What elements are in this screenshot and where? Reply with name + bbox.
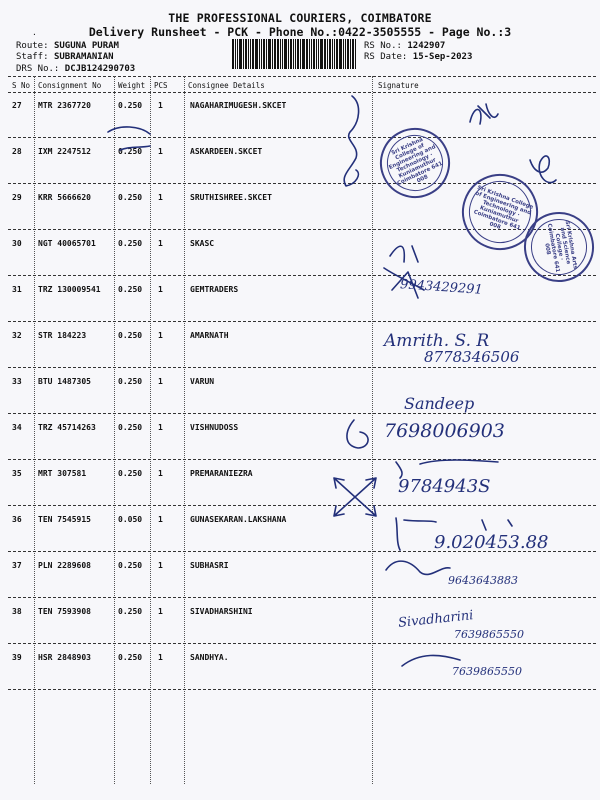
cell-consignee: SANDHYA. — [190, 653, 229, 662]
cell-consignment: BTU 1487305 — [38, 377, 91, 386]
col-sno: S No — [12, 81, 31, 90]
cell-consignee: PREMARANIEZRA — [190, 469, 253, 478]
rs-date-value: 15-Sep-2023 — [412, 52, 473, 62]
cell-weight: 0.250 — [118, 653, 143, 662]
college-stamp: Sri Krishna College of Engineering and Technology · Kuniamuthur Coimbatore 641 008 — [451, 163, 548, 260]
scan-speck: · — [32, 30, 37, 39]
barcode-bar — [295, 39, 296, 69]
barcode-bar — [252, 39, 254, 69]
runsheet-subtitle: Delivery Runsheet - PCK - Phone No.:0422-3505555 - Page No.:3 — [88, 25, 512, 39]
row-separator — [8, 689, 596, 690]
cell-pcs: 1 — [158, 469, 163, 478]
barcode-bar — [343, 39, 344, 69]
cell-consignment: TRZ 45714263 — [38, 423, 96, 432]
cell-sno: 31 — [12, 285, 22, 294]
cell-sno: 27 — [12, 101, 22, 110]
cell-pcs: 1 — [158, 653, 163, 662]
barcode-bar — [293, 39, 294, 69]
barcode-bar — [355, 39, 356, 69]
cell-consignment: IXM 2247512 — [38, 147, 91, 156]
barcode-bar — [297, 39, 299, 69]
barcode-bar — [329, 39, 331, 69]
cell-weight: 0.250 — [118, 377, 143, 386]
rs-date-line — [364, 52, 472, 62]
handwritten-phone: 7639865550 — [452, 665, 522, 678]
cell-consignee: NAGAHARIMUGESH.SKCET — [190, 101, 287, 110]
barcode-bar — [347, 39, 349, 69]
barcode-bar — [261, 39, 262, 69]
cell-weight: 0.250 — [118, 423, 143, 432]
drs-label: DRS No.: — [16, 64, 60, 74]
cell-sno: 35 — [12, 469, 22, 478]
barcode-bar — [350, 39, 351, 69]
cell-consignment: TRZ 130009541 — [38, 285, 101, 294]
handwritten-name: Sivadharini — [397, 608, 475, 631]
handwritten-phone: 9943429291 — [399, 277, 484, 298]
barcode-bar — [263, 39, 265, 69]
barcode-bar — [266, 39, 267, 69]
barcode-bar — [316, 39, 317, 69]
barcode-bar — [306, 39, 308, 69]
route-label: Route: — [16, 41, 49, 51]
cell-pcs: 1 — [158, 607, 163, 616]
drs-line — [16, 64, 135, 74]
cell-pcs: 1 — [158, 515, 163, 524]
table-row — [8, 92, 596, 138]
barcode-bar — [272, 39, 273, 69]
table-row — [8, 414, 596, 460]
barcode-bar — [288, 39, 289, 69]
table-row — [8, 276, 596, 322]
cell-sno: 28 — [12, 147, 22, 156]
staff-label: Staff: — [16, 52, 49, 62]
cell-weight: 0.250 — [118, 239, 143, 248]
cell-pcs: 1 — [158, 193, 163, 202]
barcode-bar — [280, 39, 281, 69]
table-row — [8, 368, 596, 414]
barcode-bar — [290, 39, 292, 69]
cell-pcs: 1 — [158, 423, 163, 432]
cell-sno: 36 — [12, 515, 22, 524]
barcode-bar — [313, 39, 315, 69]
rs-no-line — [364, 41, 445, 51]
barcode-bar — [243, 39, 244, 69]
barcode-bar — [284, 39, 287, 69]
cell-pcs: 1 — [158, 331, 163, 340]
barcode-bar — [274, 39, 276, 69]
barcode-bar — [309, 39, 310, 69]
barcode-bar — [245, 39, 247, 69]
barcode — [232, 39, 360, 69]
cell-consignment: MTR 2367720 — [38, 101, 91, 110]
col-consignee: Consignee Details — [188, 81, 265, 90]
route-line — [16, 41, 119, 51]
barcode-bar — [352, 39, 354, 69]
barcode-bar — [232, 39, 234, 69]
barcode-bar — [277, 39, 279, 69]
cell-pcs: 1 — [158, 147, 163, 156]
barcode-bar — [237, 39, 238, 69]
cell-weight: 0.250 — [118, 561, 143, 570]
col-consignment: Consignment No — [38, 81, 102, 90]
cell-consignee: SUBHASRI — [190, 561, 229, 570]
rs-date-label: RS Date: — [364, 52, 408, 62]
staff-value: SUBRAMANIAN — [53, 52, 114, 62]
col-pcs: PCS — [154, 81, 168, 90]
barcode-bar — [268, 39, 271, 69]
barcode-bar — [311, 39, 312, 69]
cell-weight: 0.250 — [118, 607, 143, 616]
cell-weight: 0.250 — [118, 193, 143, 202]
cell-consignment: TEN 7593908 — [38, 607, 91, 616]
barcode-bar — [250, 39, 251, 69]
cell-consignee: GEMTRADERS — [190, 285, 239, 294]
cell-sno: 39 — [12, 653, 22, 662]
cell-weight: 0.250 — [118, 331, 143, 340]
cell-pcs: 1 — [158, 101, 163, 110]
cell-consignee: ASKARDEEN.SKCET — [190, 147, 263, 156]
cell-sno: 30 — [12, 239, 22, 248]
cell-consignment: MRT 307581 — [38, 469, 87, 478]
route-value: SUGUNA PURAM — [53, 41, 119, 51]
barcode-bar — [255, 39, 258, 69]
cell-consignment: PLN 2289608 — [38, 561, 91, 570]
col-weight: Weight — [118, 81, 146, 90]
handwritten-name: Sandeep — [404, 394, 475, 413]
barcode-bar — [332, 39, 333, 69]
barcode-bar — [239, 39, 242, 69]
cell-consignment: TEN 7545915 — [38, 515, 91, 524]
staff-line — [16, 52, 114, 62]
cell-consignment: STR 184223 — [38, 331, 87, 340]
barcode-bar — [235, 39, 236, 69]
table-row — [8, 460, 596, 506]
handwritten-name: Amrith. S. R — [384, 331, 490, 351]
cell-sno: 37 — [12, 561, 22, 570]
handwritten-phone: 9643643883 — [448, 574, 518, 587]
header-top-rule — [8, 76, 596, 77]
cell-consignment: HSR 2848903 — [38, 653, 91, 662]
college-stamp: Sri Krishna Arts and Science College · Coimbatore 641 008 — [518, 206, 599, 287]
cell-weight: 0.050 — [118, 515, 143, 524]
barcode-bar — [327, 39, 328, 69]
cell-consignee: SRUTHISHREE.SKCET — [190, 193, 272, 202]
cell-sno: 33 — [12, 377, 22, 386]
cell-consignment: KRR 5666620 — [38, 193, 91, 202]
barcode-bar — [336, 39, 338, 69]
cell-pcs: 1 — [158, 285, 163, 294]
barcode-bar — [345, 39, 346, 69]
cell-consignment: NGT 40065701 — [38, 239, 96, 248]
cell-pcs: 1 — [158, 377, 163, 386]
barcode-bar — [259, 39, 260, 69]
barcode-bar — [302, 39, 305, 69]
cell-sno: 32 — [12, 331, 22, 340]
barcode-bar — [339, 39, 342, 69]
barcode-bar — [324, 39, 326, 69]
college-stamp: Sri Krishna College of Engineering and Technology · Kuniamuthur Coimbatore 641 008 — [368, 116, 461, 209]
rs-no-value: 1242907 — [407, 41, 446, 51]
handwritten-phone: 9.020453.88 — [434, 532, 549, 553]
cell-consignee: VARUN — [190, 377, 215, 386]
drs-value: DCJB124290703 — [64, 64, 136, 74]
cell-sno: 34 — [12, 423, 22, 432]
cell-consignee: VISHNUDOSS — [190, 423, 239, 432]
cell-consignee: AMARNATH — [190, 331, 229, 340]
cell-consignee: GUNASEKARAN.LAKSHANA — [190, 515, 287, 524]
cell-pcs: 1 — [158, 239, 163, 248]
rs-no-label: RS No.: — [364, 41, 402, 51]
barcode-bar — [282, 39, 283, 69]
cell-pcs: 1 — [158, 561, 163, 570]
barcode-bar — [300, 39, 301, 69]
barcode-bar — [248, 39, 249, 69]
cell-weight: 0.250 — [118, 147, 143, 156]
cell-weight: 0.250 — [118, 101, 143, 110]
handwritten-phone: 7698006903 — [384, 420, 505, 442]
handwritten-phone: 8778346506 — [424, 348, 520, 366]
cell-weight: 0.250 — [118, 469, 143, 478]
cell-sno: 29 — [12, 193, 22, 202]
company-title: THE PROFESSIONAL COURIERS, COIMBATORE — [168, 11, 432, 25]
cell-consignee: SKASC — [190, 239, 215, 248]
handwritten-phone: 7639865550 — [454, 628, 524, 641]
barcode-bar — [320, 39, 323, 69]
barcode-bar — [318, 39, 319, 69]
cell-consignee: SIVADHARSHINI — [190, 607, 253, 616]
col-signature: Signature — [378, 81, 419, 90]
cell-sno: 38 — [12, 607, 22, 616]
barcode-bar — [334, 39, 335, 69]
cell-weight: 0.250 — [118, 285, 143, 294]
handwritten-phone: 9784943S — [398, 476, 491, 497]
